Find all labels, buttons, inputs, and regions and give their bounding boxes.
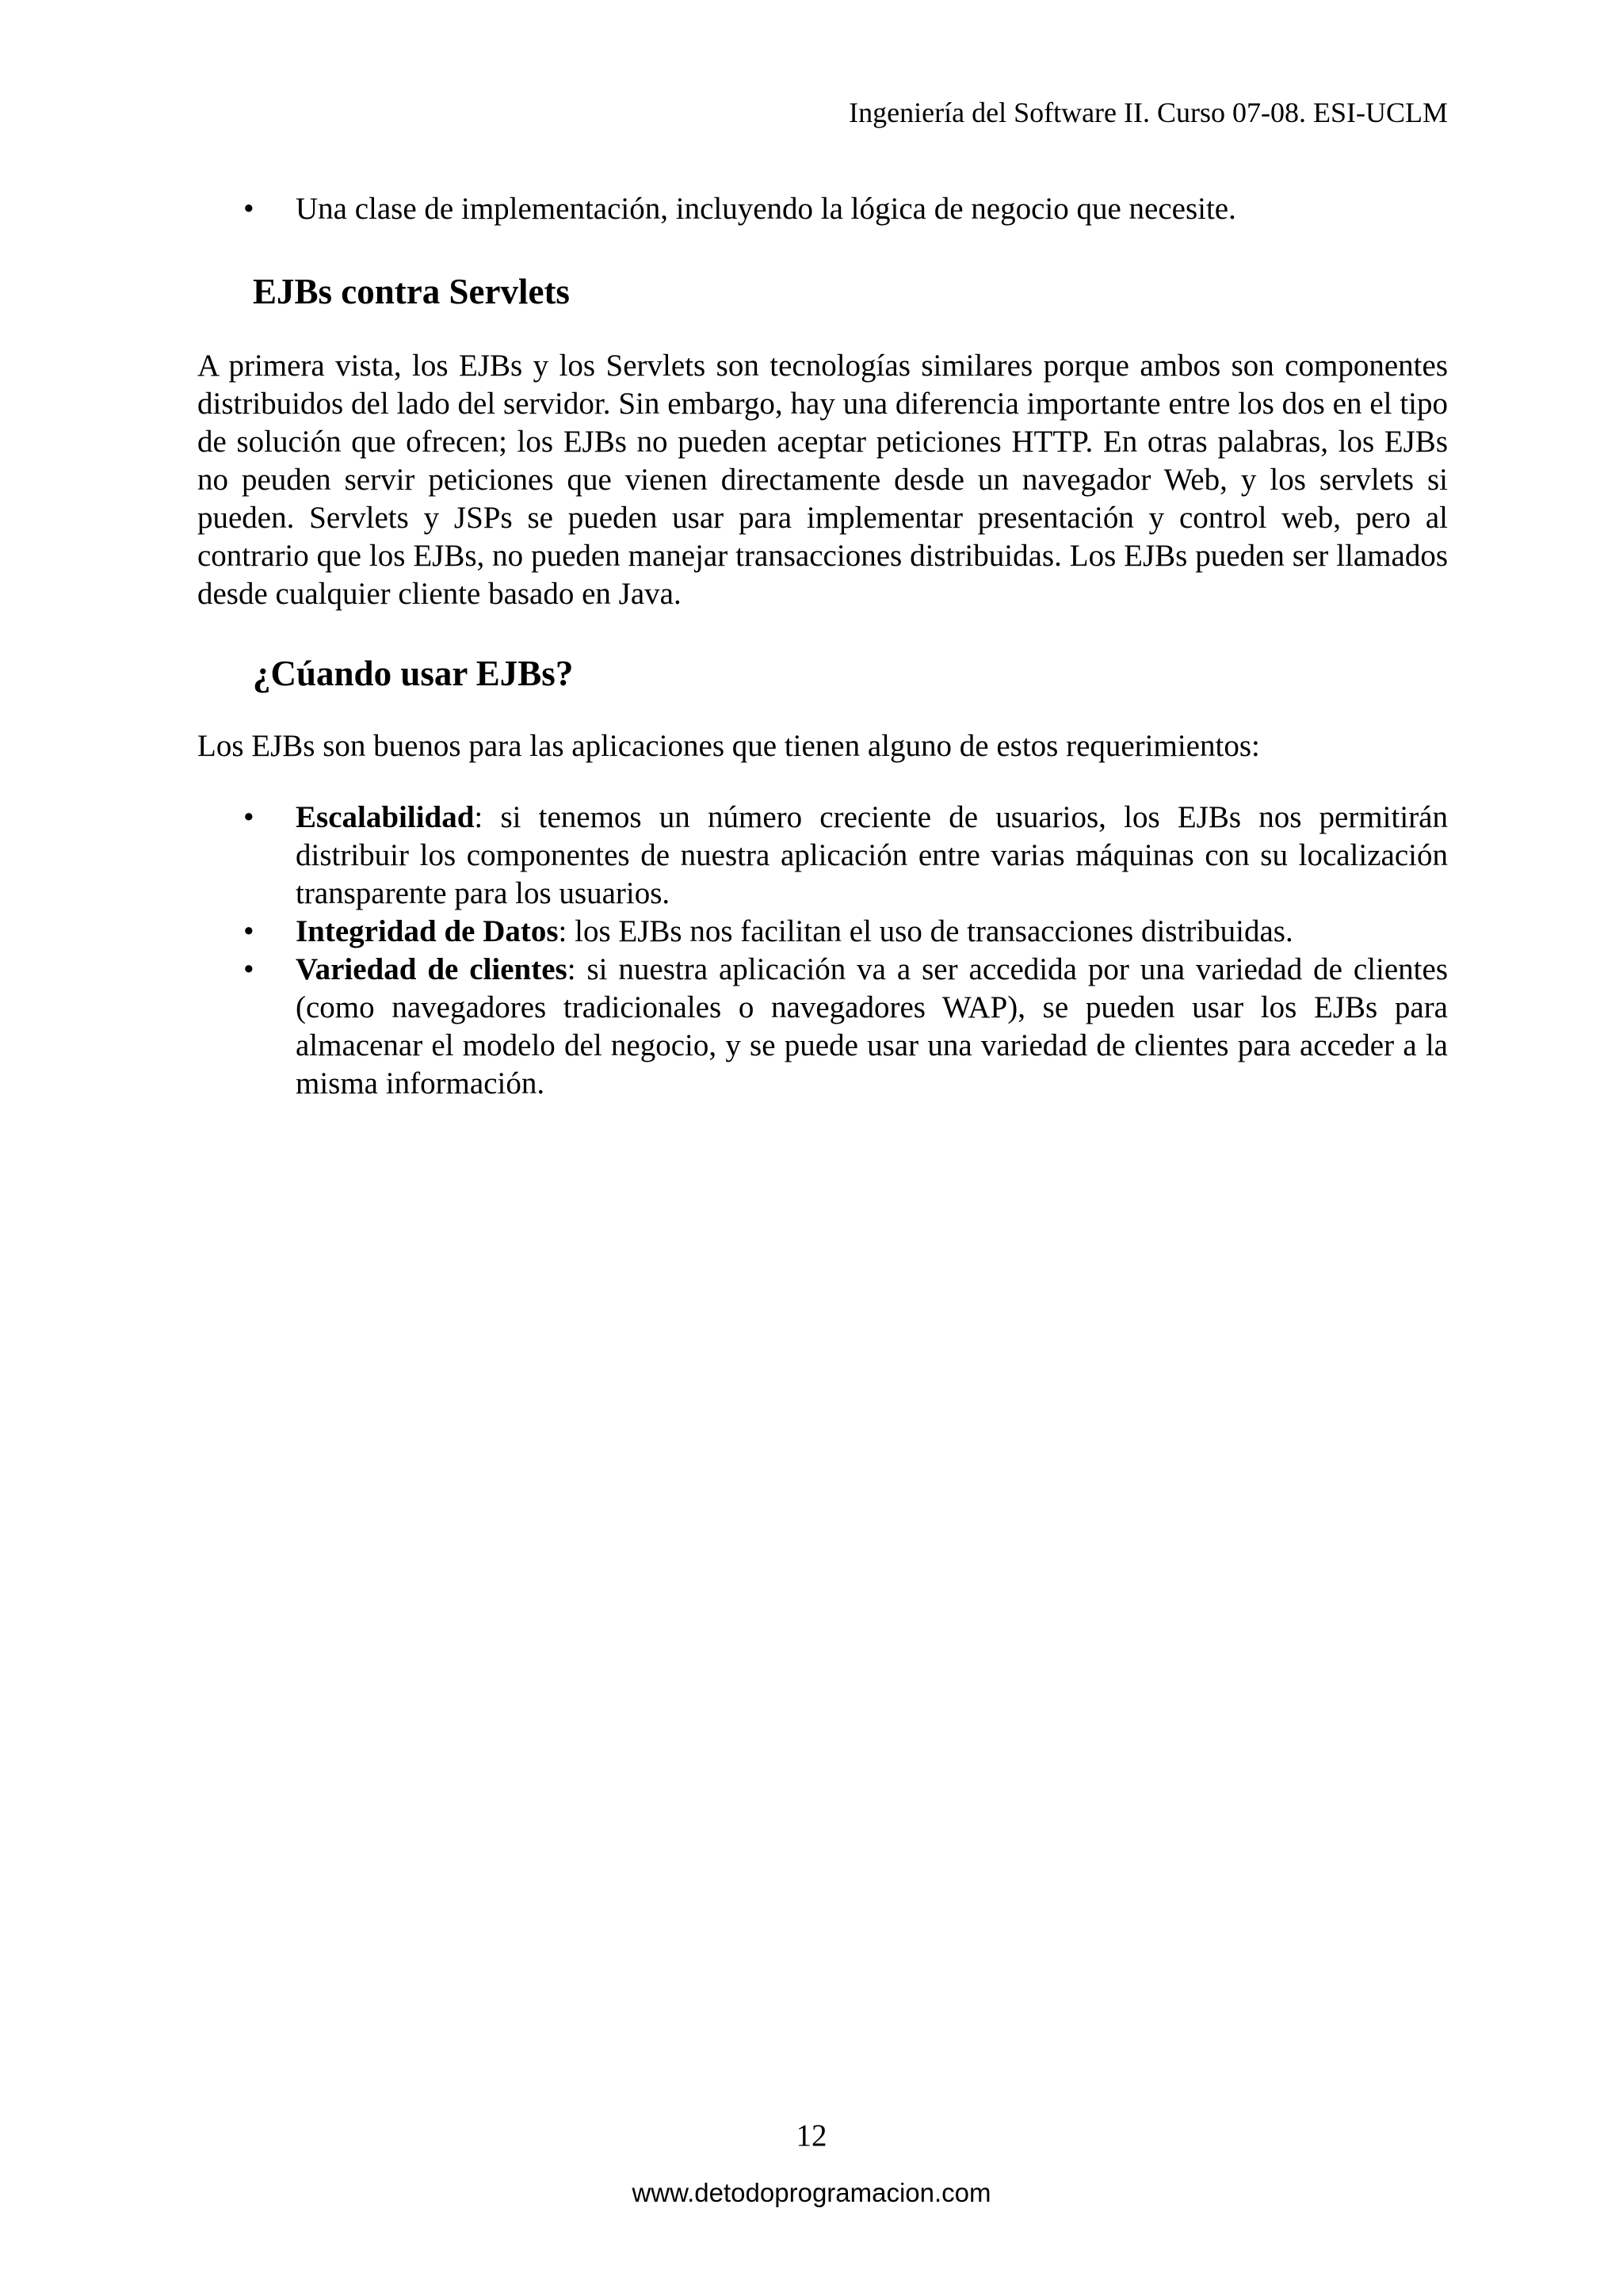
list-item-text: : si tenemos un número creciente de usuarios, los EJBs nos permitirán distribuir los componentes de nuestra aplicación entre varias máquinas con su localización transparente para los usuarios. <box>296 800 1448 910</box>
section-paragraph-requirements-intro: Los EJBs son buenos para las aplicaciones que tienen alguno de estos requerimientos: <box>197 729 1260 763</box>
list-item-text: : si nuestra aplicación va a ser accedida por una variedad de clientes (como navegadores tradicionales o navegadores WAP), se pueden usar los EJBs para almacenar el modelo del negocio, y se puede usar una variedad de clientes para acceder a la misma información. <box>296 952 1448 1100</box>
bullet-icon: • <box>243 914 254 948</box>
bullet-icon: • <box>243 800 254 834</box>
requirements-bullet-list <box>197 799 1448 1103</box>
list-item-text: : los EJBs nos facilitan el uso de transacciones distribuidas. <box>558 914 1293 948</box>
section-paragraph-ejbs-vs-servlets: A primera vista, los EJBs y los Servlets son tecnologías similares porque ambos son componentes distribuidos del lado del servidor. Sin embargo, hay una diferencia importante entre los dos en el tipo de solución que ofrecen; los EJBs no pueden aceptar peticiones HTTP. En otras palabras, los EJBs no peuden servir peticiones que vienen directamente desde un navegador Web, y los servlets si pueden. Servlets y JSPs se pueden usar para implementar presentación y control web, pero al contrario que los EJBs, no pueden manejar transacciones distribuidas. Los EJBs pueden ser llamados desde cualquier cliente basado en Java. <box>197 349 1448 611</box>
page-content <box>197 190 1448 1103</box>
list-item-term: Integridad de Datos <box>296 914 559 948</box>
list-item <box>197 190 1448 228</box>
list-item-text: Una clase de implementación, incluyendo la lógica de negocio que necesite. <box>296 192 1236 226</box>
list-item-data-integrity <box>197 913 1448 951</box>
running-header: Ingeniería del Software II. Curso 07-08. ESI-UCLM <box>849 97 1448 128</box>
list-item-term: Escalabilidad <box>296 800 475 834</box>
list-item-client-variety <box>197 951 1448 1103</box>
list-item-term: Variedad de clientes <box>296 952 567 986</box>
section-heading-when-to-use-ejbs: ¿Cúando usar EJBs? <box>253 654 574 693</box>
section-heading-ejbs-vs-servlets: EJBs contra Servlets <box>253 272 570 311</box>
list-item-scalability <box>197 799 1448 913</box>
bullet-icon: • <box>243 192 254 226</box>
intro-bullet-list <box>197 190 1448 228</box>
page-number: 12 <box>796 2119 827 2153</box>
bullet-icon: • <box>243 952 254 986</box>
footer-url: www.detodoprogramacion.com <box>632 2178 991 2207</box>
